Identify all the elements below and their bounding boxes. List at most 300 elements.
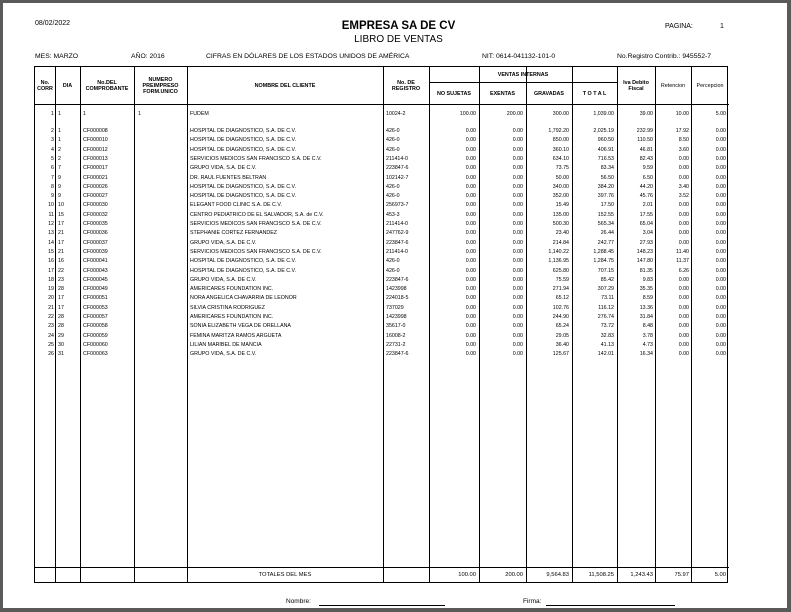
col-header-cliente: NOMBRE DEL CLIENTE	[254, 83, 316, 89]
col-header-preimpreso: NUMERO PREIMPRESO FORM.UNICO	[142, 77, 179, 95]
cell-dia: 1	[58, 128, 61, 134]
cell-ex: 0.00	[512, 193, 523, 200]
cell-ret: 0.00	[678, 276, 689, 283]
cell-ex: 0.00	[512, 351, 523, 358]
firma-signature-line	[546, 605, 675, 606]
cell-ret: 0.00	[678, 174, 689, 181]
cell-tot: 565.34	[597, 221, 614, 227]
cell-gr: 214.84	[552, 239, 569, 246]
cell-dia: 15	[58, 211, 64, 218]
cell-per: 0.00	[715, 146, 726, 153]
cell-pre: 1	[138, 111, 141, 117]
cell-gr: 352.00	[552, 193, 569, 200]
cell-per: 0.00	[715, 286, 726, 293]
cell-ns: 0.00	[465, 230, 476, 237]
cell-ns: 0.00	[465, 258, 476, 265]
cell-cliente: GRUPO VIDA, S.A. DE C.V.	[190, 165, 257, 172]
cell-ns: 0.00	[465, 286, 476, 293]
cell-ex: 0.00	[512, 183, 523, 190]
cell-corr: 6	[51, 165, 54, 172]
registro-contribuyente: No.Registro Contrib.: 945552-7	[617, 53, 712, 60]
cell-gr: 271.94	[552, 286, 569, 293]
cell-ret: 17.92	[675, 128, 689, 134]
cell-reg: 211414-0	[386, 248, 408, 255]
cell-corr: 26	[48, 351, 54, 358]
cell-ret: 0.00	[678, 211, 689, 218]
cell-ret: 0.00	[678, 230, 689, 237]
cell-cliente: AMERICARES FOUNDATION INC.	[190, 286, 274, 293]
cell-dia: 23	[58, 276, 64, 283]
cell-iva: 110.50	[637, 137, 653, 144]
cell-tot: 397.76	[597, 193, 614, 200]
cell-ret: 3.60	[678, 146, 689, 153]
table-row	[35, 146, 729, 155]
cell-per: 0.00	[715, 323, 726, 330]
cell-cliente: SILVIA CRISTINA RODRIGUEZ	[190, 304, 265, 311]
cell-per: 0.00	[715, 239, 726, 246]
table-row	[35, 322, 729, 331]
cell-ns: 0.00	[465, 304, 476, 311]
cell-corr: 2	[51, 128, 54, 134]
page-number: 1	[720, 23, 724, 30]
cell-dia: 10	[58, 202, 64, 209]
table-row	[35, 313, 729, 322]
table-row	[35, 267, 729, 276]
cell-per: 0.00	[715, 267, 726, 274]
cell-reg: 1423998	[386, 314, 407, 320]
cell-ret: 0.00	[678, 202, 689, 209]
year-label: AÑO: 2016	[131, 53, 165, 60]
cell-cliente: SERVICIOS MEDICOS SAN FRANCISCO S.A. DE C.V.	[190, 155, 322, 162]
cell-iva: 31.84	[639, 314, 653, 320]
cell-per: 0.00	[715, 248, 726, 255]
cell-corr: 14	[48, 239, 54, 246]
cell-per: 0.00	[715, 304, 726, 311]
cell-comp: 1	[83, 111, 86, 117]
cell-dia: 21	[58, 230, 64, 237]
cell-ns: 0.00	[465, 239, 476, 246]
cell-ns: 0.00	[465, 165, 476, 172]
cell-reg: 223847-6	[386, 239, 409, 246]
total-iva: 1,243.43	[630, 572, 653, 578]
cell-gr: 65.12	[555, 295, 569, 302]
cell-tot: 26.44	[600, 230, 614, 237]
cell-gr: 244.90	[552, 314, 569, 320]
sales-table	[34, 66, 728, 583]
cell-corr: 21	[48, 304, 54, 311]
cell-ns: 0.00	[465, 314, 476, 320]
cell-tot: 152.55	[597, 211, 614, 218]
cell-tot: 41.13	[600, 341, 614, 348]
cell-reg: 256973-7	[386, 202, 409, 209]
cell-dia: 9	[58, 174, 61, 181]
cell-cliente: HOSPITAL DE DIAGNOSTICO, S.A. DE C.V.	[190, 128, 297, 134]
cell-gr: 340.00	[552, 183, 569, 190]
cell-dia: 1	[58, 137, 61, 144]
cell-iva: 9.83	[642, 276, 653, 283]
cell-comp: CF000059	[83, 332, 108, 339]
cell-dia: 1	[58, 111, 61, 117]
col-header-percepcion: Percepcion	[696, 83, 724, 89]
cell-gr: 850.00	[552, 137, 569, 144]
cell-gr: 360.10	[552, 146, 569, 153]
cell-reg: 211414-0	[386, 155, 408, 162]
table-row	[35, 220, 729, 229]
cell-cliente: DR. RAUL FUENTES BELTRAN	[190, 174, 267, 181]
cell-comp: CF000032	[83, 211, 108, 218]
cell-iva: 39.00	[639, 111, 653, 117]
cell-ex: 0.00	[512, 341, 523, 348]
cell-ex: 0.00	[512, 137, 523, 144]
cell-reg: 453-3	[386, 211, 400, 218]
cell-per: 0.00	[715, 202, 726, 209]
cell-reg: 35617-0	[386, 323, 406, 330]
cell-ret: 0.00	[678, 221, 689, 227]
cell-per: 0.00	[715, 341, 726, 348]
cell-ret: 11.40	[676, 248, 689, 255]
cell-tot: 276.74	[597, 314, 614, 320]
cell-cliente: HOSPITAL DE DIAGNOSTICO, S.A. DE C.V.	[190, 193, 297, 200]
cell-comp: CF000041	[83, 258, 108, 265]
table-row	[35, 192, 729, 201]
cell-corr: 3	[51, 137, 54, 144]
cell-ex: 0.00	[512, 146, 523, 153]
cell-gr: 75.59	[555, 276, 569, 283]
firma-label: Firma:	[523, 598, 542, 605]
cell-ns: 0.00	[465, 276, 476, 283]
cell-cliente: HOSPITAL DE DIAGNOSTICO, S.A. DE C.V.	[190, 267, 297, 274]
cell-per: 0.00	[715, 211, 726, 218]
col-header-exentas: EXENTAS	[489, 90, 516, 97]
cell-cliente: SONIA ELIZABETH VEGA DE ORELLANA	[190, 323, 291, 330]
table-row	[35, 304, 729, 313]
cell-iva: 3.78	[642, 332, 653, 339]
cell-per: 0.00	[715, 230, 726, 237]
cell-corr: 24	[48, 332, 54, 339]
cell-per: 0.00	[715, 193, 726, 200]
cell-corr: 12	[48, 221, 54, 227]
cell-cliente: HOSPITAL DE DIAGNOSTICO, S.A. DE C.V.	[190, 137, 297, 144]
cell-dia: 9	[58, 183, 61, 190]
cell-cliente: FUDEM	[190, 111, 209, 117]
table-row	[35, 341, 729, 350]
total-no-sujetas: 100.00	[458, 572, 476, 578]
cell-cliente: SERVICIOS MEDICOS SAN FRANCISCO S.A. DE C.V.	[190, 248, 322, 255]
cell-tot: 73.11	[601, 295, 614, 302]
cell-ns: 0.00	[465, 351, 476, 358]
cell-comp: CF000030	[83, 202, 108, 209]
cell-dia: 17	[58, 304, 64, 311]
col-header-iva: Iva Debito Fiscal	[623, 80, 649, 92]
cell-corr: 16	[48, 258, 54, 265]
cell-iva: 35.35	[639, 286, 653, 293]
cell-ns: 0.00	[465, 183, 476, 190]
cell-per: 0.00	[715, 295, 726, 302]
company-name: EMPRESA SA DE CV	[341, 20, 456, 32]
cell-comp: CF000027	[83, 193, 108, 200]
cell-dia: 17	[58, 239, 64, 246]
cell-per: 0.00	[715, 165, 726, 172]
cell-dia: 22	[58, 267, 64, 274]
cell-iva: 8.59	[642, 295, 653, 302]
cell-gr: 1,140.22	[548, 248, 569, 255]
cell-ns: 0.00	[465, 128, 476, 134]
cell-ex: 0.00	[512, 258, 523, 265]
cell-comp: CF000039	[83, 248, 108, 255]
cell-reg: 22731-2	[386, 341, 406, 348]
cell-gr: 1,136.95	[548, 258, 569, 265]
cell-ret: 0.00	[678, 351, 689, 358]
cell-ret: 0.00	[678, 323, 689, 330]
cell-ex: 0.00	[512, 221, 523, 227]
cell-corr: 20	[48, 295, 54, 302]
cell-cliente: HOSPITAL DE DIAGNOSTICO, S.A. DE C.V.	[190, 183, 297, 190]
cell-corr: 5	[51, 155, 54, 162]
cell-corr: 9	[51, 193, 54, 200]
cell-tot: 17.50	[600, 202, 614, 209]
cell-dia: 9	[58, 193, 61, 200]
cell-corr: 17	[48, 267, 54, 274]
cell-ret: 0.00	[678, 314, 689, 320]
cell-tot: 85.42	[600, 276, 614, 283]
currency-note: CIFRAS EN DÓLARES DE LOS ESTADOS UNIDOS DE AMÉRICA	[206, 53, 410, 60]
cell-comp: CF000035	[83, 221, 108, 227]
cell-ret: 3.40	[678, 183, 689, 190]
cell-per: 0.00	[715, 128, 726, 134]
cell-reg: 223847-6	[386, 165, 409, 172]
cell-cliente: AMERICARES FOUNDATION INC.	[190, 314, 274, 320]
cell-gr: 102.76	[552, 304, 569, 311]
cell-ex: 0.00	[512, 239, 523, 246]
cell-gr: 15.49	[555, 202, 569, 209]
totals-label: TOTALES DEL MES	[258, 572, 312, 578]
cell-corr: 7	[51, 174, 54, 181]
cell-comp: CF000037	[83, 239, 108, 246]
table-row	[35, 248, 729, 257]
cell-dia: 2	[58, 146, 61, 153]
total-percepcion: 5.00	[714, 572, 726, 578]
cell-cliente: ELEGANT FOOD CLINIC S.A. DE C.V.	[190, 202, 282, 209]
month-label: MES: MARZO	[35, 53, 79, 60]
cell-cliente: FEMINA MARITZA RAMOS ARGUETA	[190, 332, 282, 339]
cell-ex: 0.00	[512, 304, 523, 311]
table-row	[35, 136, 729, 145]
cell-iva: 16.34	[639, 351, 653, 358]
cell-tot: 56.50	[600, 174, 614, 181]
cell-cliente: SERVICIOS MEDICOS SAN FRANCISCO S.A. DE C.V.	[190, 221, 322, 227]
cell-comp: CF000036	[83, 230, 108, 237]
cell-corr: 4	[51, 146, 54, 153]
cell-ret: 11.37	[676, 258, 689, 265]
cell-comp: CF000049	[83, 286, 108, 293]
table-row	[35, 257, 729, 266]
cell-comp: CF000058	[83, 323, 108, 330]
cell-ns: 0.00	[465, 211, 476, 218]
table-row	[35, 164, 729, 173]
cell-tot: 142.01	[597, 351, 614, 358]
cell-corr: 11	[48, 211, 54, 218]
cell-dia: 16	[58, 258, 64, 265]
cell-cliente: HOSPITAL DE DIAGNOSTICO, S.A. DE C.V.	[190, 146, 297, 153]
cell-iva: 44.20	[639, 183, 653, 190]
table-row	[35, 276, 729, 285]
table-row	[35, 332, 729, 341]
cell-ret: 0.00	[678, 295, 689, 302]
cell-ns: 0.00	[465, 137, 476, 144]
col-header-retencion: Retencion	[660, 83, 686, 89]
total-total: 11,508.25	[588, 572, 614, 578]
cell-gr: 50.00	[555, 174, 569, 181]
cell-reg: 426-0	[386, 137, 400, 144]
table-row	[35, 211, 729, 220]
cell-ret: 10.00	[675, 111, 689, 117]
nombre-label: Nombre:	[286, 598, 311, 605]
cell-tot: 116.12	[598, 304, 614, 311]
cell-ex: 0.00	[512, 314, 523, 320]
total-retencion: 75.97	[674, 572, 689, 578]
cell-iva: 27.93	[639, 239, 653, 246]
cell-per: 0.00	[715, 155, 726, 162]
table-row	[35, 155, 729, 164]
cell-reg: 426-0	[386, 258, 400, 265]
cell-dia: 17	[58, 221, 64, 227]
cell-iva: 232.99	[636, 128, 653, 134]
cell-corr: 22	[48, 314, 54, 320]
cell-ns: 0.00	[465, 155, 476, 162]
cell-per: 0.00	[715, 351, 726, 358]
cell-dia: 31	[58, 351, 64, 358]
cell-gr: 125.67	[552, 351, 569, 358]
cell-per: 0.00	[715, 332, 726, 339]
cell-ns: 0.00	[465, 221, 476, 227]
cell-comp: CF000010	[83, 137, 108, 144]
cell-ns: 0.00	[465, 323, 476, 330]
cell-cliente: STEPHANIE CORTEZ FERNANDEZ	[190, 230, 278, 237]
cell-iva: 45.76	[639, 193, 653, 200]
total-exentas: 200.00	[505, 572, 523, 578]
table-row	[35, 229, 729, 238]
cell-reg: 737029	[386, 304, 404, 311]
cell-reg: 426-0	[386, 267, 400, 274]
cell-iva: 65.04	[639, 221, 653, 227]
cell-ret: 3.52	[678, 193, 689, 200]
cell-iva: 17.55	[639, 211, 653, 218]
col-header-gravadas: GRAVADAS	[533, 90, 565, 97]
cell-ex: 0.00	[512, 211, 523, 218]
cell-tot: 716.53	[597, 155, 614, 162]
table-row	[35, 183, 729, 192]
table-row	[35, 294, 729, 303]
cell-reg: 10024-2	[386, 111, 406, 117]
cell-dia: 28	[58, 323, 64, 330]
cell-ns: 100.00	[459, 111, 476, 117]
cell-comp: CF000008	[83, 128, 108, 134]
cell-cliente: GRUPO VIDA, S.A. DE C.V.	[190, 276, 257, 283]
cell-reg: 16008-2	[386, 332, 406, 339]
cell-per: 0.00	[715, 314, 726, 320]
col-header-registro: No. DE REGISTRO	[391, 80, 421, 92]
cell-iva: 8.48	[642, 323, 653, 330]
cell-iva: 3.04	[642, 230, 653, 237]
cell-dia: 30	[58, 341, 64, 348]
cell-tot: 384.20	[597, 183, 614, 190]
cell-ex: 0.00	[512, 155, 523, 162]
cell-per: 0.00	[715, 258, 726, 265]
cell-ex: 0.00	[512, 267, 523, 274]
cell-gr: 625.80	[552, 267, 569, 274]
cell-ex: 0.00	[512, 128, 523, 134]
cell-ex: 0.00	[512, 295, 523, 302]
cell-reg: 223847-6	[386, 276, 409, 283]
cell-corr: 23	[48, 323, 54, 330]
cell-gr: 1,792.20	[548, 128, 569, 134]
cell-iva: 9.59	[642, 165, 653, 172]
cell-corr: 1	[51, 111, 54, 117]
cell-per: 0.00	[715, 183, 726, 190]
table-row	[35, 174, 729, 183]
cell-comp: CF000021	[83, 174, 108, 181]
cell-tot: 1,039.00	[593, 111, 614, 117]
table-row	[35, 110, 729, 119]
cell-comp: CF000060	[83, 341, 108, 348]
cell-ex: 0.00	[512, 286, 523, 293]
cell-corr: 19	[48, 286, 54, 293]
cell-per: 0.00	[715, 221, 726, 227]
col-header-no-sujetas: NO SUJETAS	[436, 90, 472, 97]
cell-tot: 406.91	[597, 146, 614, 153]
cell-comp: CF000013	[83, 155, 108, 162]
nit-label: NIT: 0614-041132-101-0	[482, 53, 556, 60]
cell-iva: 81.35	[639, 267, 653, 274]
cell-gr: 29.05	[555, 332, 569, 339]
cell-cliente: HOSPITAL DE DIAGNOSTICO, S.A. DE C.V.	[190, 258, 297, 265]
cell-tot: 73.72	[600, 323, 614, 330]
cell-ns: 0.00	[465, 341, 476, 348]
cell-ns: 0.00	[465, 332, 476, 339]
cell-tot: 242.77	[597, 239, 614, 246]
cell-ret: 0.00	[678, 341, 689, 348]
cell-ret: 6.26	[678, 267, 689, 274]
table-row	[35, 127, 729, 136]
cell-gr: 73.75	[555, 165, 569, 172]
cell-reg: 426-0	[386, 183, 400, 190]
cell-reg: 224018-5	[386, 295, 409, 302]
cell-gr: 634.10	[552, 155, 569, 162]
totals-row	[35, 567, 729, 583]
cell-ex: 0.00	[512, 332, 523, 339]
col-header-ventas-internas: VENTAS INTERNAS	[497, 72, 549, 78]
cell-ex: 0.00	[512, 174, 523, 181]
col-header-dia: DIA	[62, 83, 73, 89]
cell-gr: 65.24	[555, 323, 569, 330]
cell-comp: CF000012	[83, 146, 108, 153]
cell-per: 0.00	[715, 276, 726, 283]
cell-cliente: NORA ANGELICA CHAVARRIA DE LEONOR	[190, 295, 297, 302]
table-row	[35, 201, 729, 210]
cell-ns: 0.00	[465, 295, 476, 302]
cell-ret: 0.00	[678, 304, 689, 311]
cell-ret: 0.00	[678, 165, 689, 172]
cell-iva: 148.23	[636, 248, 653, 255]
cell-iva: 4.73	[642, 341, 653, 348]
cell-gr: 300.00	[552, 111, 569, 117]
cell-dia: 2	[58, 155, 61, 162]
cell-reg: 223847-6	[386, 351, 409, 358]
cell-comp: CF000017	[83, 165, 108, 172]
cell-ex: 0.00	[512, 276, 523, 283]
cell-dia: 28	[58, 314, 64, 320]
cell-ns: 0.00	[465, 248, 476, 255]
